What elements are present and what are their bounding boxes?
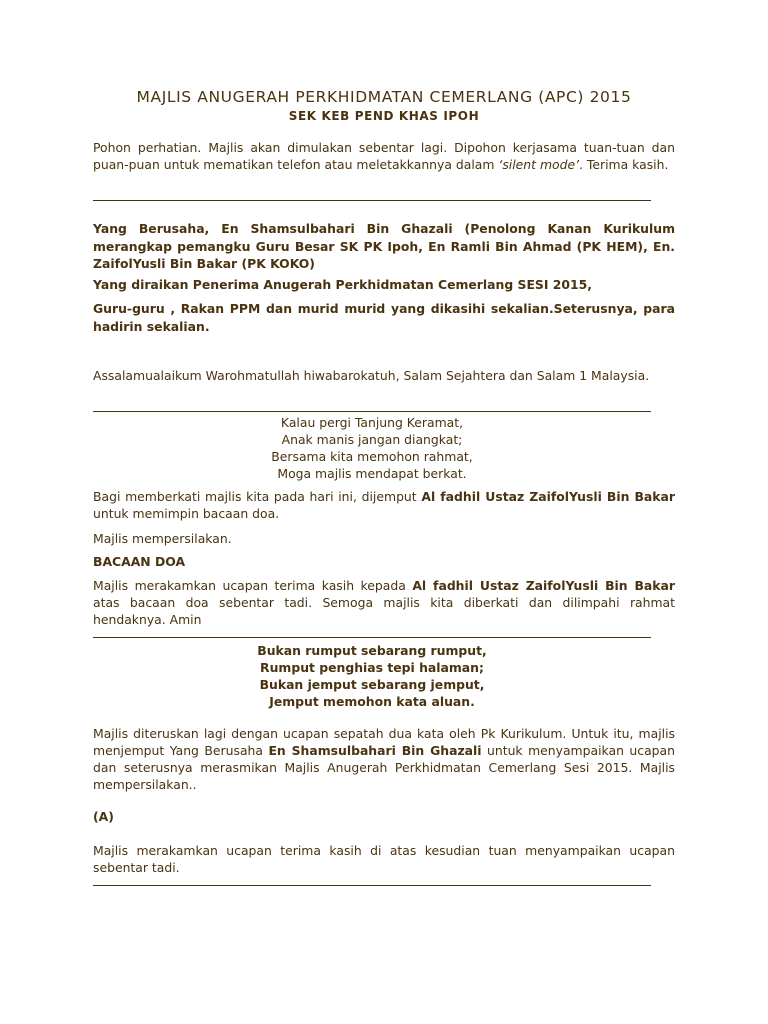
doa-heading: BACAAN DOA (93, 554, 186, 569)
doa-invitation (93, 488, 675, 522)
doa-thanks-text-end: atas bacaan doa sebentar tadi. Semoga majlis kita diberkati dan dilimpahi rahmat hendaknya. Amin (93, 595, 675, 627)
divider-line (93, 637, 651, 638)
mempersilakan-text: Majlis mempersilakan. (93, 531, 232, 546)
pantun-line: Bersama kita memohon rahmat, (271, 449, 473, 464)
intro-paragraph (93, 139, 675, 173)
doa-thanks-text: Majlis merakamkan ucapan terima kasih kepada (93, 578, 413, 593)
pantun-line: Bukan jemput sebarang jemput, (259, 677, 485, 692)
doa-invite-text: Bagi memberkati majlis kita pada hari ini, dijemput (93, 489, 422, 504)
divider-line (93, 411, 651, 412)
pantun-line: Anak manis jangan diangkat; (281, 432, 463, 447)
pantun-line: Bukan rumput sebarang rumput, (257, 643, 487, 658)
pantun-line: Jemput memohon kata aluan. (269, 694, 475, 709)
pantun-line: Moga majlis mendapat berkat. (277, 466, 467, 481)
doa-thanks-name: Al fadhil Ustaz ZaifolYusli Bin Bakar (412, 578, 675, 593)
pantun-line: Kalau pergi Tanjung Keramat, (280, 415, 464, 430)
ucapan-text-end: untuk menyampaikan ucapan dan seterusnya merasmikan Majlis Anugerah Perkhidmatan Cemerlang Sesi 2015. Majlis mempersilakan.. (93, 743, 675, 792)
salutation-guests: Guru-guru , Rakan PPM dan murid murid yang dikasihi sekalian.Seterusnya, para hadirin sekalian. (93, 301, 675, 334)
greeting-paragraph: Assalamualaikum Warohmatullah hiwabarokatuh, Salam Sejahtera dan Salam 1 Malaysia. (93, 368, 650, 383)
salutation-recipients: Yang diraikan Penerima Anugerah Perkhidmatan Cemerlang SESI 2015, (93, 277, 592, 292)
doa-invite-name: Al fadhil Ustaz ZaifolYusli Bin Bakar (421, 489, 676, 504)
salutation-dignitaries: Yang Berusaha, En Shamsulbahari Bin Ghazali (Penolong Kanan Kurikulum merangkap pemangku Guru Besar SK PK Ipoh, En Ramli Bin Ahmad (PK HEM), En. ZaifolYusli Bin Bakar (PK KOKO) (93, 221, 675, 271)
pantun-line: Rumput penghias tepi halaman; (260, 660, 484, 675)
doa-invite-text-end: untuk memimpin bacaan doa. (93, 506, 280, 521)
document-title: MAJLIS ANUGERAH PERKHIDMATAN CEMERLANG (APC) 2015 (136, 88, 632, 106)
intro-italic: ‘silent mode’ (498, 157, 580, 172)
intro-text: Pohon perhatian. Majlis akan dimulakan sebentar lagi. Dipohon kerjasama tuan-tuan dan puan-puan untuk mematikan telefon atau meletakkannya dalam (93, 140, 675, 172)
document-subtitle: SEK KEB PEND KHAS IPOH (288, 109, 480, 123)
divider-line (93, 885, 651, 886)
doa-thanks (93, 577, 675, 628)
section-label-a: (A) (93, 809, 114, 824)
ucapan-thanks: Majlis merakamkan ucapan terima kasih di atas kesudian tuan menyampaikan ucapan sebentar tadi. (93, 843, 675, 875)
ucapan-name: En Shamsulbahari Bin Ghazali (268, 743, 482, 758)
divider-line (93, 200, 651, 201)
intro-text-end: . Terima kasih. (579, 157, 669, 172)
ucapan-paragraph (93, 725, 675, 793)
ucapan-text: Majlis diteruskan lagi dengan ucapan sepatah dua kata oleh Pk Kurikulum. Untuk itu, majlis menjemput Yang Berusaha (93, 726, 675, 758)
